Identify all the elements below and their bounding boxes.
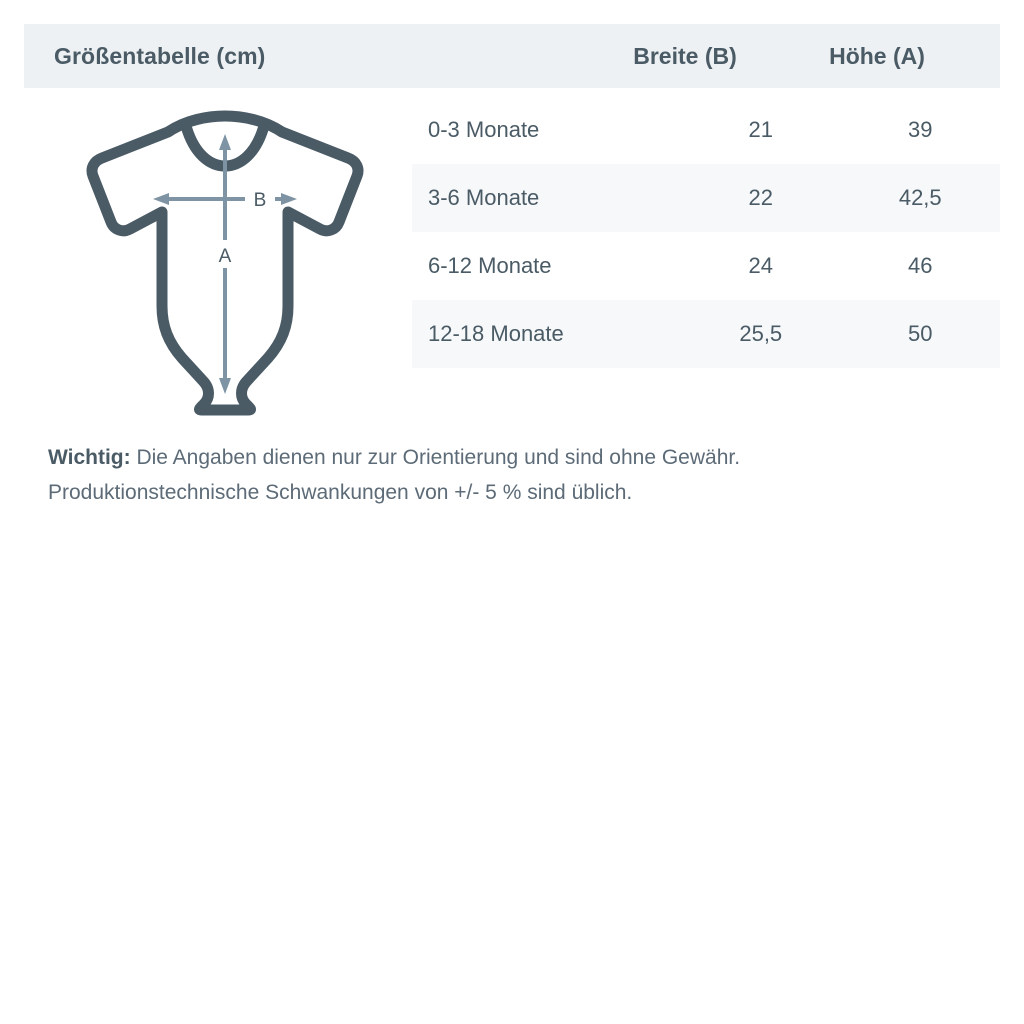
cell-height: 46	[908, 253, 933, 278]
cell-width: 24	[748, 253, 773, 278]
table-row	[412, 300, 1000, 368]
footnote-line-1: Die Angaben dienen nur zur Orientierung und sind ohne Gewähr.	[130, 446, 741, 469]
footnote-lead-text: Wichtig:	[48, 446, 131, 469]
cell-width: 21	[748, 117, 773, 142]
cell-width: 22	[748, 185, 773, 210]
table-row	[412, 164, 1000, 232]
cell-height: 50	[908, 321, 933, 346]
cell-height: 42,5	[898, 185, 942, 210]
table-header-band	[24, 24, 1000, 88]
size-table	[412, 96, 1000, 368]
footnote-line-2: Produktionstechnische Schwankungen von +/- 5 % sind üblich.	[48, 481, 633, 504]
table-row	[412, 96, 1000, 164]
cell-width: 25,5	[739, 321, 783, 346]
cell-size: 3-6 Monate	[428, 185, 540, 210]
size-table-body	[412, 96, 1000, 368]
footnote	[48, 440, 988, 510]
cell-height: 39	[908, 117, 933, 142]
cell-size: 6-12 Monate	[428, 253, 552, 278]
label-height: A	[218, 246, 232, 267]
cell-size: 12-18 Monate	[428, 321, 564, 346]
bodysuit-illustration	[60, 110, 390, 420]
page-title: Größentabelle (cm)	[54, 42, 266, 69]
column-header-height: Höhe (A)	[829, 42, 925, 69]
label-width: B	[253, 190, 267, 211]
footnote-lead	[48, 446, 131, 469]
cell-size: 0-3 Monate	[428, 117, 540, 142]
table-row	[412, 232, 1000, 300]
column-header-width: Breite (B)	[633, 42, 737, 69]
